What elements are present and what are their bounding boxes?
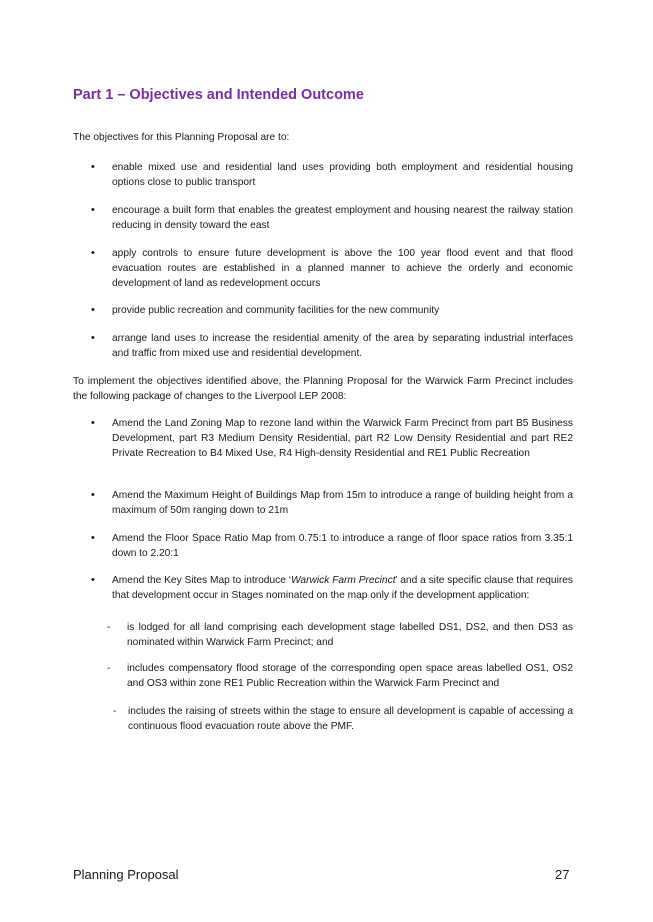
dash-icon: -: [107, 622, 111, 633]
change-text: Amend the Land Zoning Map to rezone land within the Warwick Farm Precinct from part B5 Business Development, part R3 Medium Density Residential, part R2 Low Density Residential and part RE2 Private Recreation to B4 Mixed Use, R4 High-density Residential and RE1 Public Recreation: [112, 418, 573, 459]
section-heading: Part 1 – Objectives and Intended Outcome: [73, 87, 364, 103]
sub-item: [107, 620, 573, 650]
objective-item: [73, 160, 573, 190]
intro-paragraph: The objectives for this Planning Proposal are to:: [73, 132, 290, 143]
bullet-icon: •: [91, 204, 95, 216]
key-sites-italic: Warwick Farm Precinct: [290, 575, 396, 586]
bullet-icon: •: [91, 417, 95, 429]
change-item: [73, 573, 573, 603]
objective-item: [73, 303, 573, 318]
sub-item-text: includes compensatory flood storage of the corresponding open space areas labelled OS1, OS2 and OS3 within zone RE1 Public Recreation within the Warwick Farm Precinct and: [127, 663, 573, 689]
sub-item-text: includes the raising of streets within the stage to ensure all development is capable of accessing a continuous flood evacuation route above the PMF.: [128, 706, 573, 732]
change-item: [73, 416, 573, 461]
objective-text: encourage a built form that enables the greatest employment and housing nearest the railway station reducing in density toward the east: [112, 205, 573, 231]
key-sites-text-after: ’ and a site specific clause that requires that development occur in Stages nominated on the map only if the development application:: [112, 575, 573, 601]
change-text: Amend the Maximum Height of Buildings Map from 15m to introduce a range of building height from a maximum of 50m ranging down to 21m: [112, 490, 573, 516]
bullet-icon: •: [91, 247, 95, 259]
bullet-icon: •: [91, 304, 95, 316]
objective-item: [73, 331, 573, 361]
objective-text: arrange land uses to increase the residential amenity of the area by separating industrial interfaces and traffic from mixed use and residential development.: [112, 333, 573, 359]
objective-item: [73, 246, 573, 291]
change-item: [73, 531, 573, 561]
bullet-icon: •: [91, 161, 95, 173]
sub-item: [107, 661, 573, 691]
bullet-icon: •: [91, 574, 95, 586]
dash-icon: -: [107, 663, 111, 674]
objective-text: provide public recreation and community facilities for the new community: [112, 305, 440, 316]
key-sites-text-before: Amend the Key Sites Map to introduce ‘: [112, 575, 291, 586]
change-text: [112, 573, 573, 603]
objective-text: enable mixed use and residential land uses providing both employment and residential housing options close to public transport: [112, 162, 573, 188]
bullet-icon: •: [91, 332, 95, 344]
change-item: [73, 488, 573, 518]
change-text: Amend the Floor Space Ratio Map from 0.75:1 to introduce a range of floor space ratios from 3.35:1 down to 2.20:1: [112, 533, 573, 559]
bullet-icon: •: [91, 489, 95, 501]
objective-text: apply controls to ensure future development is above the 100 year flood event and that flood evacuation routes are established in a planned manner to achieve the orderly and economic development of land as redevelopment occurs: [112, 248, 573, 289]
footer-title: Planning Proposal: [73, 867, 179, 882]
dash-icon: -: [113, 706, 117, 717]
objective-item: [73, 203, 573, 233]
bullet-icon: •: [91, 532, 95, 544]
implement-paragraph: To implement the objectives identified above, the Planning Proposal for the Warwick Farm Precinct includes the following package of changes to the Liverpool LEP 2008:: [73, 376, 573, 402]
sub-item: [113, 704, 573, 734]
page-number: 27: [555, 867, 570, 882]
sub-item-text: is lodged for all land comprising each development stage labelled DS1, DS2, and then DS3 as nominated within Warwick Farm Precinct; and: [127, 622, 573, 648]
